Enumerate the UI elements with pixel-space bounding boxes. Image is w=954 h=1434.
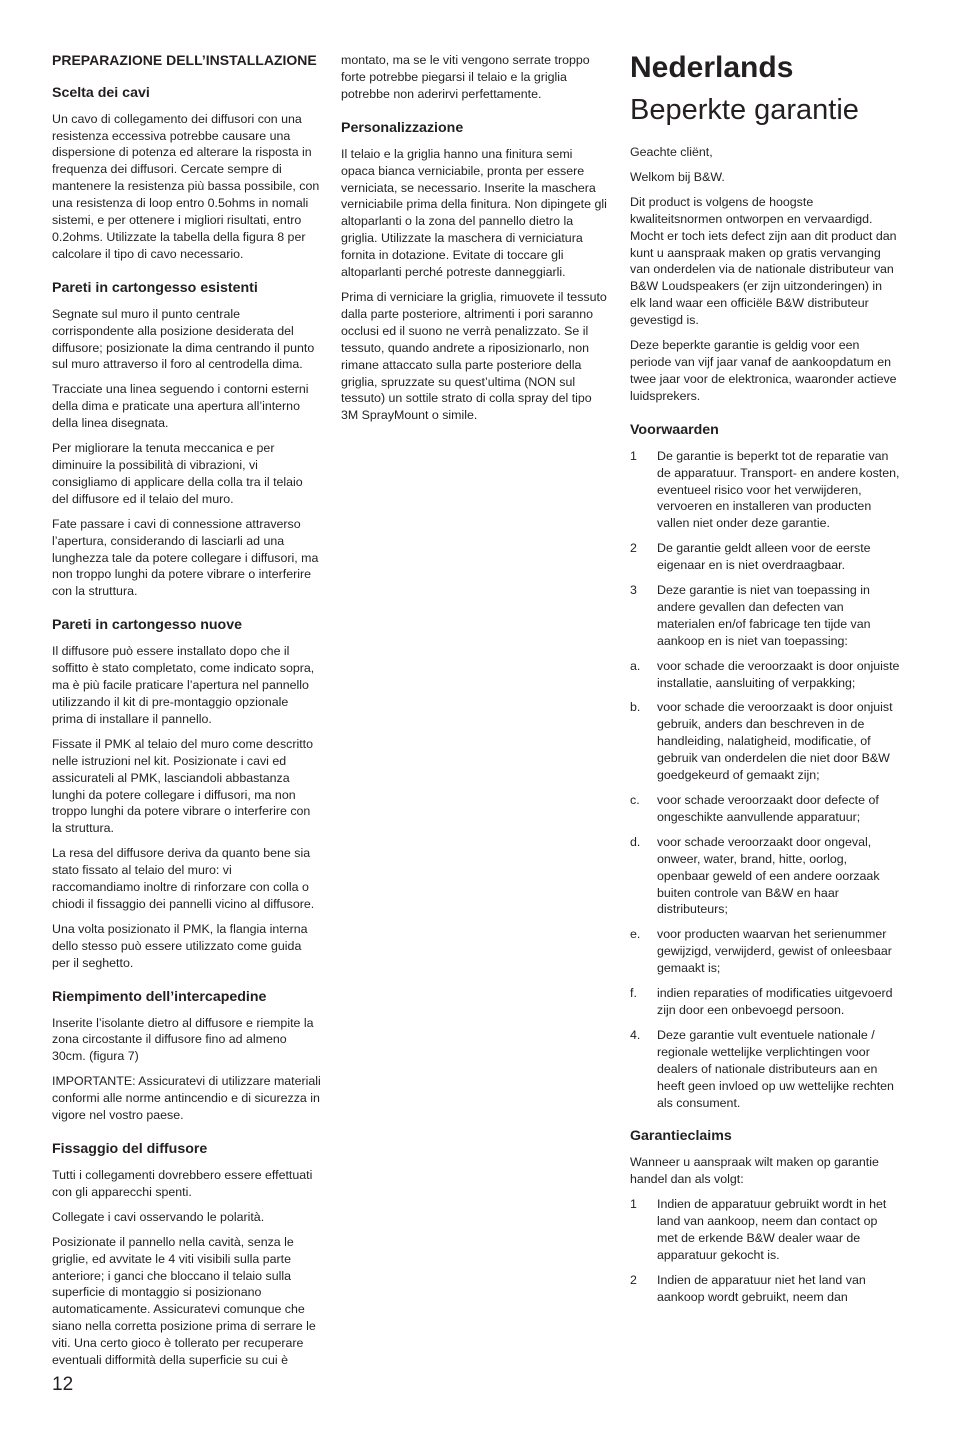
paragraph: Per migliorare la tenuta meccanica e per diminuire la possibilità di vibrazioni, vi consigliamo di applicare della colla tra il telaio del diffusore ed il telaio del muro. <box>52 441 303 506</box>
column-middle <box>341 52 609 432</box>
column-right <box>630 52 900 1314</box>
paragraph-period: Deze beperkte garantie is geldig voor een periode van vijf jaar vanaf de aankoopdatum en twee jaar voor de elektronica, waaronder actieve luidsprekers. <box>630 338 897 403</box>
list-text: Indien de apparatuur gebruikt wordt in het land van aankoop, neem dan contact op met de erkende B&W dealer waar de apparatuur gekocht is. <box>657 1197 887 1262</box>
list-marker: b. <box>630 700 641 715</box>
list-item <box>630 985 900 1019</box>
page-number: 12 <box>52 1374 74 1395</box>
paragraph: IMPORTANTE: Assicuratevi di utilizzare materiali conformi alle norme antincendio e di sicurezza in vigore nel vostro paese. <box>52 1074 321 1123</box>
list-text: indien reparaties of modificaties uitgevoerd zijn door een onbevoegd persoon. <box>657 986 893 1017</box>
list-text: voor schade die veroorzaakt is door onjuiste installatie, aansluiting of verpakking; <box>657 658 900 690</box>
list-text: voor producten waarvan het serienummer gewijzigd, verwijderd, gewist of onleesbaar gemaakt is; <box>657 927 892 976</box>
list-marker: 1 <box>630 448 637 463</box>
heading-voorwaarden: Voorwaarden <box>630 421 719 438</box>
list-text: Deze garantie is niet van toepassing in andere gevallen dan defecten van materialen en/of fabricage ten tijde van aankoop en is niet van toepassing: <box>657 583 871 648</box>
paragraph-greeting: Geachte cliënt, <box>630 145 713 159</box>
paragraph-intro: Dit product is volgens de hoogste kwaliteitsnormen ontworpen en vervaardigd. Mocht er toch iets defect zijn aan dit product dan kunt u aanspraak maken op gratis vervanging van onderdelen via de nationale distributeur van B&W Loudspeakers (er zijn uitzonderingen) in elk land waar een officiële B&W distributeur gevestigd is. <box>630 194 897 328</box>
paragraph: Prima di verniciare la griglia, rimuovete il tessuto dalla parte posteriore, altrimenti i pori saranno occlusi ed il suono ne verrà penalizzato. Se il tessuto, quando andrete a riposizionarlo, non rimane attaccato sulla parte posteriore della griglia, spruzzate su quest’ultima (NON sul tessuto) un sottile strato di colla spray del tipo 3M SprayMount o simile. <box>341 289 607 423</box>
paragraph: La resa del diffusore deriva da quanto bene sia stato fissato al telaio del muro: vi raccomandiamo inoltre di rinforzare con colla o chiodi il fissaggio dei pannelli vicino al diffusore. <box>52 846 315 911</box>
paragraph: Inserite l’isolante dietro al diffusore e riempite la zona circostante il diffusore fino ad almeno 30cm. (figura 7) <box>52 1015 314 1064</box>
paragraph: Tracciate una linea seguendo i contorni esterni della dima e praticate una apertura all’interno della linea disegnata. <box>52 382 309 431</box>
paragraph: Una volta posizionato il PMK, la flangia interna dello stesso può essere utilizzato come guida per il seghetto. <box>52 921 308 970</box>
paragraph-continuation: montato, ma se le viti vengono serrate troppo forte potrebbe piegarsi il telaio e la griglia potrebbe non aderirvi perfettamente. <box>341 53 590 101</box>
list-item <box>630 1027 900 1112</box>
paragraph: Fissate il PMK al telaio del muro come descritto nelle istruzioni nel kit. Posizionate i cavi ed assicurateli al PMK, lasciandoli abbastanza lunghi da potere collegare i diffusori, ma non troppo lunghi da potere vibrare o interferire con la struttura. <box>52 736 313 836</box>
heading-pareti-esistenti: Pareti in cartongesso esistenti <box>52 279 258 296</box>
paragraph: Il diffusore può essere installato dopo che il soffitto è stato completato, come indicato sopra, ma è più facile praticare l’apertura nel pannello utilizzando il kit di pre-montaggio opzionale prima di installare il pannello. <box>52 644 315 726</box>
list-text: De garantie is beperkt tot de reparatie van de apparatuur. Transport- en andere kosten, eventueel risico voor het verwijderen, vervoeren en installeren van producten vallen niet onder deze garantie. <box>657 448 900 531</box>
list-text: Indien de apparatuur niet het land van aankoop wordt gebruikt, neem dan <box>657 1272 866 1304</box>
list-marker: f. <box>630 986 637 1001</box>
list-text: voor schade die veroorzaakt is door onjuist gebruik, anders dan beschreven in de handleiding, nalatigheid, modificatie, of gebruik van onderdelen die niet door B&W goedgekeurd of gemaakt zijn; <box>657 700 893 783</box>
paragraph-welcome: Welkom bij B&W. <box>630 169 725 184</box>
list-marker: 3 <box>630 583 637 598</box>
claims-list <box>630 1196 900 1305</box>
paragraph-claims-intro: Wanneer u aanspraak wilt maken op garantie handel dan als volgt: <box>630 1155 879 1187</box>
heading-scelta-cavi: Scelta dei cavi <box>52 84 150 101</box>
column-left <box>52 52 322 1369</box>
heading-pareti-nuove: Pareti in cartongesso nuove <box>52 617 243 634</box>
paragraph: Un cavo di collegamento dei diffusori con una resistenza eccessiva potrebbe causare una dispersione di potenza ed alterare la risposta in frequenza dei diffusori. Cercate sempre di mantenere la resistenza più bassa possibile, con una resistenza di loop entro 0.5ohms in nomali sistemi, e per ottenere i migliori risultati, entro 0.2ohms. Utilizzate la tabella della figura 8 per calcolare il tipo di cavo necessario. <box>52 111 320 261</box>
section-title: PREPARAZIONE DELL’INSTALLAZIONE <box>52 52 317 68</box>
heading-riempimento: Riempimento dell’intercapedine <box>52 988 267 1005</box>
language-title: Nederlands <box>630 51 794 84</box>
list-marker: c. <box>630 793 640 807</box>
heading-fissaggio: Fissaggio del diffusore <box>52 1141 208 1157</box>
list-item <box>630 540 900 574</box>
paragraph: Il telaio e la griglia hanno una finitura semi opaca bianca verniciabile, pronta per essere verniciata, se necessario. Inserite la maschera verniciabile prima della finitura. Non dipingete gli altoparlanti o la zona del pannello dietro la griglia. Utilizzate la maschera di verniciatura fornita in dotazione. Evitate di toccare gli altoparlanti perché potreste danneggiarli. <box>341 146 607 280</box>
list-marker: 2 <box>630 1272 637 1287</box>
list-marker: d. <box>630 834 641 849</box>
list-text: Deze garantie vult eventuele nationale / regionale wettelijke verplichtingen voor dealers of nationale distributeurs aan en heeft geen invloed op uw wettelijke rechten als consument. <box>657 1027 894 1110</box>
list-item <box>630 792 900 826</box>
list-item <box>630 448 900 533</box>
list-marker: 4. <box>630 1027 641 1042</box>
conditions-list <box>630 448 900 1112</box>
list-item <box>630 699 900 784</box>
paragraph: Fate passare i cavi di connessione attraverso l’apertura, considerando di lasciarli ad una lunghezza tale da potere collegare i diffusori, ma non troppo lunghi da potere vibrare o interferire con la struttura. <box>52 516 319 599</box>
list-marker: a. <box>630 658 641 673</box>
list-item <box>630 926 900 977</box>
paragraph: Tutti i collegamenti dovrebbero essere effettuati con gli apparecchi spenti. <box>52 1168 313 1199</box>
paragraph: Collegate i cavi osservando le polarità. <box>52 1209 265 1224</box>
list-marker: 2 <box>630 541 637 556</box>
list-item <box>630 658 900 692</box>
list-marker: 1 <box>630 1197 637 1212</box>
list-text: voor schade veroorzaakt door defecte of ongeschikte aanvullende apparatuur; <box>657 793 879 824</box>
heading-garantieclaims: Garantieclaims <box>630 1128 732 1145</box>
list-item <box>630 1272 900 1306</box>
list-text: voor schade veroorzaakt door ongeval, onweer, water, brand, hitte, oorlog, openbaar geweld of een andere oorzaak buiten controle van B&W en haar distributeurs; <box>657 834 880 917</box>
paragraph: Segnate sul muro il punto centrale corrispondente alla posizione desiderata del diffusore; posizionate la dima centrando il punto sul muro attraverso il foro al centrodella dima. <box>52 306 315 372</box>
list-marker: e. <box>630 927 641 942</box>
subtitle: Beperkte garantie <box>630 94 859 126</box>
list-item <box>630 1196 900 1264</box>
list-item <box>630 834 900 919</box>
list-item <box>630 582 900 650</box>
paragraph-fissaggio-continued: Posizionate il pannello nella cavità, senza le griglie, ed avvitate le 4 viti visibili sulla parte anteriore; i ganci che bloccano il telaio sulla superficie di montaggio si posizionano automaticamente. Assicuratevi comunque che siano nella corretta posizione prima di serrare le viti. Una certo gioco è tollerato per recuperare eventuali difformità della superficie su cui è <box>52 1234 316 1368</box>
list-text: De garantie geldt alleen voor de eerste eigenaar en is niet overdraagbaar. <box>657 541 871 573</box>
heading-personalizzazione: Personalizzazione <box>341 119 464 136</box>
